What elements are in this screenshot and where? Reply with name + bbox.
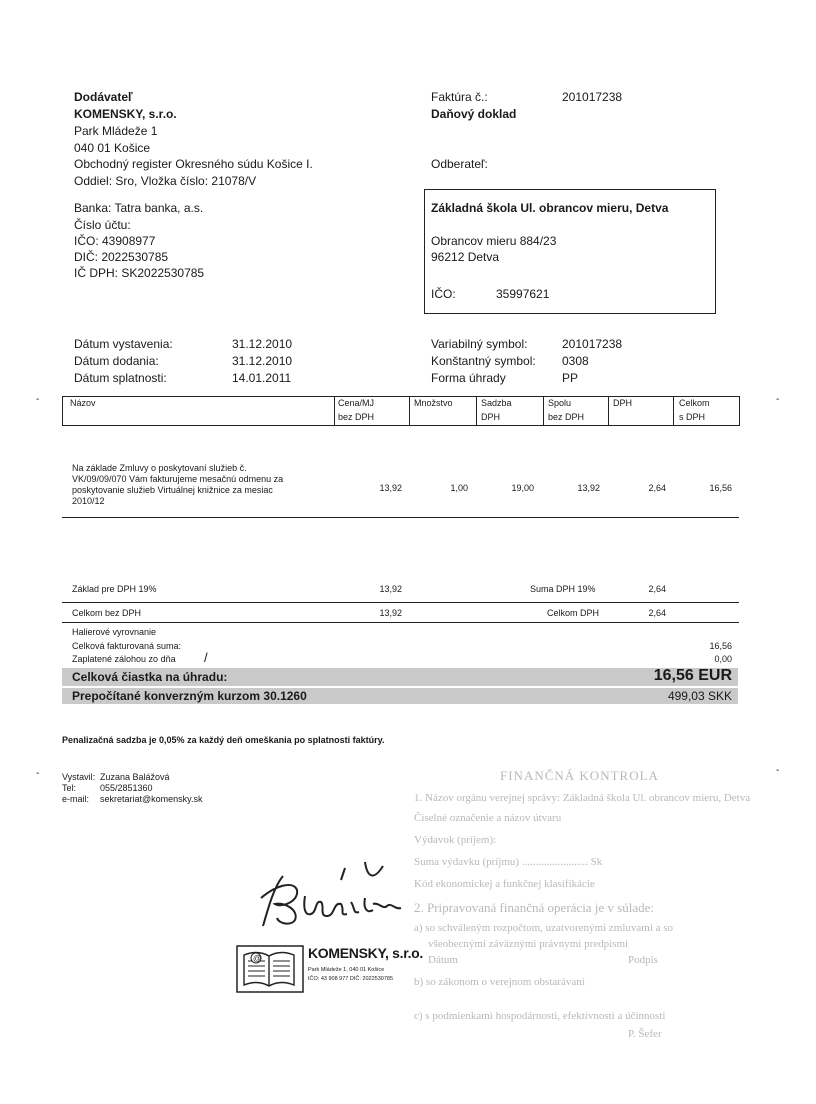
col-qty: Množstvo [414,398,453,408]
converted-label: Prepočítané konverzným kurzom 30.1260 [72,689,307,703]
col-vat: DPH [613,398,633,408]
advance-label: Zaplatené zálohou zo dňa [72,654,176,664]
stamp-brand: KOMENSKY, s.r.o. [308,945,424,961]
book-logo-icon [236,945,304,993]
col-rate-sub: DPH [481,412,501,422]
due-date: 14.01.2011 [232,371,292,385]
item-unit-price: 13,92 [379,483,402,493]
col-rate: Sadzba [481,398,512,408]
supplier-ico: IČO: 43908977 [74,234,156,248]
item-desc-line1: Na základe Zmluvy o poskytovaní služieb č. [72,463,247,473]
due-total-label: Celková čiastka na úhradu: [72,670,228,684]
customer-label: Odberateľ: [431,157,488,171]
faded-control-stamp [408,760,808,1050]
vat-sum: 2,64 [648,584,666,594]
signature [255,858,415,933]
col-total-net: Spolu [548,398,572,408]
faded-line5: Kód ekonomickej a funkčnej klasifikácie [414,878,595,890]
col-total-sub: s DPH [679,412,706,422]
invoiced-sum: 16,56 [709,641,732,651]
faded-line9: Dátum [428,954,458,966]
delivery-date: 31.12.2010 [232,354,293,368]
advance-sum: 0,00 [714,654,732,664]
penalty-note: Penalizačná sadzba je 0,05% za každý deň omeškania po splatnosti faktúry. [62,735,385,745]
col-total: Celkom [679,398,710,408]
net-total: 13,92 [379,608,402,618]
payment-method-label: Forma úhrady [431,371,506,385]
email: sekretariat@komensky.sk [100,794,203,804]
converted-total: 499,03 SKK [667,689,732,703]
table-header-box [62,396,740,426]
customer-city: 96212 Detva [431,250,500,264]
rounding-label: Halierové vyrovnanie [72,627,157,637]
invoice-number-label: Faktúra č.: [431,90,488,104]
pen-mark: / [204,650,208,665]
tel: 055/2851360 [100,783,153,793]
col-unit-price-sub: bez DPH [338,412,375,422]
item-qty: 1,00 [450,483,468,493]
issued-by: Zuzana Balážová [100,772,170,782]
vat-total: 2,64 [648,608,666,618]
email-label: e-mail: [62,794,90,804]
supplier-icdph: IČ DPH: SK2022530785 [74,266,205,280]
net-total-label: Celkom bez DPH [72,608,142,618]
supplier-section: Oddiel: Sro, Vložka číslo: 21078/V [74,174,257,188]
document-type: Daňový doklad [431,107,517,121]
variable-symbol: 201017238 [562,337,623,351]
supplier-name: KOMENSKY, s.r.o. [74,107,177,121]
item-vat: 2,64 [648,483,666,493]
scan-tick-left: - [36,394,40,405]
col-unit-price: Cena/MJ [338,398,375,408]
col-total-net-sub: bez DPH [548,412,585,422]
supplier-heading: Dodávateľ [74,90,133,104]
company-stamp [236,943,424,995]
faded-line4: Suma výdavku (príjmu) ........................ Sk [414,856,603,868]
scan-tick-right-2: - [776,765,780,776]
faded-line10: Podpis [628,954,658,966]
table-row [72,463,283,507]
faded-line13: P. Šefer [628,1028,662,1040]
customer-name: Základná škola Ul. obrancov mieru, Detva [431,201,669,215]
svg-text:@: @ [253,954,262,963]
constant-symbol: 0308 [562,354,589,368]
scan-tick-left-2: - [36,768,40,779]
customer-ico: 35997621 [496,287,550,301]
stamp-line2: IČO: 43 908 977 DIČ: 2022530785 [308,976,394,982]
issued-by-label: Vystavil: [62,772,96,782]
faded-line6: 2. Pripravovaná finančná operácia je v súlade: [414,900,655,915]
faded-line1: 1. Názov orgánu verejnej správy: Základná škola Ul. obrancov mieru, Detva [414,792,751,804]
faded-title: FINANČNÁ KONTROLA [500,768,659,783]
customer-ico-label: IČO: [431,287,456,301]
delivery-date-label: Dátum dodania: [74,354,159,368]
item-desc-line3: poskytovanie služieb Virtuálnej knižnice za mesiac [72,485,273,495]
supplier-street: Park Mládeže 1 [74,124,158,138]
supplier-register: Obchodný register Okresného súdu Košice I. [74,157,313,171]
faded-line11: b) so zákonom o verejnom obstarávaní [414,976,585,988]
item-desc-line4: 2010/12 [72,496,105,506]
item-total: 16,56 [709,483,732,493]
item-rate: 19,00 [511,483,534,493]
faded-line2: Číselné označenie a názov útvaru [414,812,562,824]
vat-total-label: Celkom DPH [547,608,600,618]
item-desc-line2: VK/09/09/070 Vám fakturujeme mesačnú odmenu za [72,474,284,484]
due-date-label: Dátum splatnosti: [74,371,167,385]
col-name: Názov [70,398,96,408]
faded-line3: Výdavok (príjem): [414,834,497,846]
invoice-number: 201017238 [562,90,623,104]
issued-date-label: Dátum vystavenia: [74,337,173,351]
scan-tick-right: - [776,394,780,405]
stamp-line1: Park Mládeže 1, 040 01 Košice [308,967,385,973]
faded-line7: a) so schváleným rozpočtom, uzatvorenými zmluvami a so [414,922,674,934]
item-total-net: 13,92 [577,483,600,493]
faded-line8: všeobecnými záväznými právnymi predpismi [428,938,629,950]
due-total: 16,56 EUR [653,667,732,684]
supplier-account: Číslo účtu: [74,218,131,232]
supplier-bank: Banka: Tatra banka, a.s. [74,201,204,215]
payment-method: PP [562,371,579,385]
supplier-city: 040 01 Košice [74,141,151,155]
variable-symbol-label: Variabilný symbol: [431,337,528,351]
supplier-dic: DIČ: 2022530785 [74,250,169,264]
vat-sum-label: Suma DPH 19% [530,584,596,594]
customer-street: Obrancov mieru 884/23 [431,234,557,248]
vat-base: 13,92 [379,584,402,594]
issued-date: 31.12.2010 [232,337,293,351]
tel-label: Tel: [62,783,77,793]
faded-line12: c) s podmienkami hospodárnosti, efektívnosti a účinnosti [414,1010,666,1022]
constant-symbol-label: Konštantný symbol: [431,354,536,368]
invoiced-label: Celková fakturovaná suma: [72,641,182,651]
vat-base-label: Základ pre DPH 19% [72,584,157,594]
